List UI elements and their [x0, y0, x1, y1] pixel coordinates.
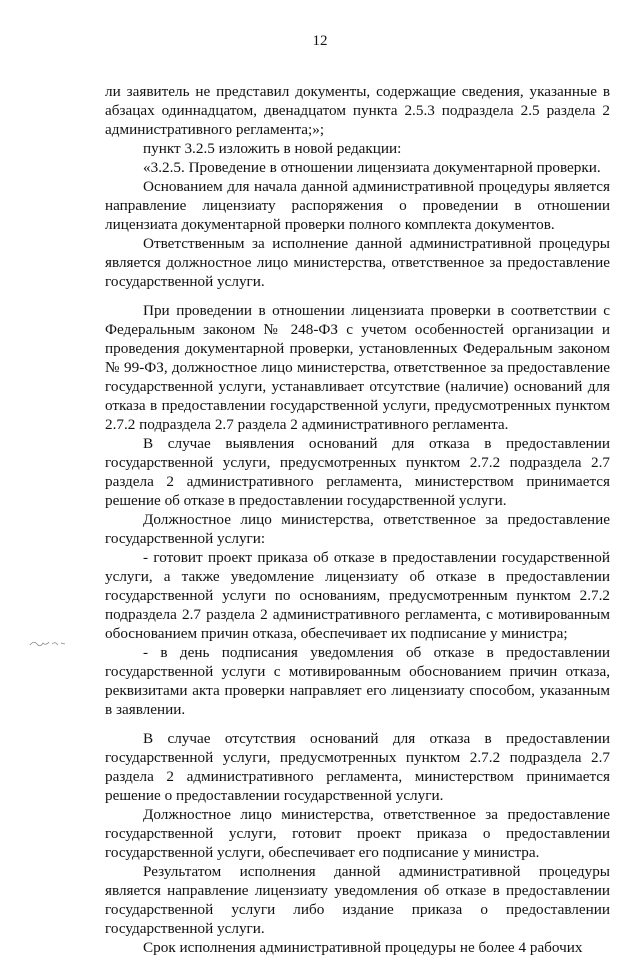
page-number: 12	[312, 33, 328, 49]
paragraph: Должностное лицо министерства, ответственное за предоставление государственной услуги, готовит проект приказа о предоставлении государственной услуги, обеспечивает его подписание у министра.	[105, 806, 610, 861]
paragraph: Результатом исполнения данной административной процедуры является направление лицензиату уведомления об отказе в предоставлении государственной услуги либо издание приказа о предоставлении государственной услуги.	[105, 863, 610, 937]
paragraph: В случае выявления оснований для отказа в предоставлении государственной услуги, предусмотренных пунктом 2.7.2 подраздела 2.7 раздела 2 административного регламента, министерством принимается решение об отказе в предоставлении государственной услуги.	[105, 435, 610, 509]
document-body	[105, 82, 610, 957]
paragraph: Должностное лицо министерства, ответственное за предоставление государственной услуги:	[105, 511, 610, 547]
paragraph: Ответственным за исполнение данной административной процедуры является должностное лицо министерства, ответственное за предоставление государственной услуги.	[105, 235, 610, 290]
paragraph: «3.2.5. Проведение в отношении лицензиата документарной проверки.	[143, 159, 601, 176]
margin-mark	[28, 636, 68, 650]
paragraph: Основанием для начала данной административной процедуры является направление лицензиату распоряжения о проведении в отношении лицензиата документарной проверки полного комплекта документов.	[105, 178, 610, 233]
paragraph: Срок исполнения административной процедуры не более 4 рабочих	[143, 939, 583, 956]
list-item: - готовит проект приказа об отказе в предоставлении государственной услуги, а также уведомление лицензиату об отказе в предоставлении государственной услуги по основаниям, предусмотренным пунктом 2.7.2 подраздела 2.7 раздела 2 административного регламента, с мотивированным обоснованием причин отказа, обеспечивает их подписание у министра;	[105, 549, 610, 642]
paragraph: пункт 3.2.5 изложить в новой редакции:	[143, 140, 402, 157]
paragraph: При проведении в отношении лицензиата проверки в соответствии с Федеральным законом № 248-ФЗ с учетом особенностей организации и проведения документарной проверки, установленных Федеральным законом № 99-ФЗ, должностное лицо министерства, ответственное за предоставление государственной услуги, устанавливает отсутствие (наличие) оснований для отказа в предоставлении государственной услуги, предусмотренных пунктом 2.7.2 подраздела 2.7 раздела 2 административного регламента.	[105, 302, 610, 433]
paragraph: ли заявитель не представил документы, содержащие сведения, указанные в абзацах одиннадцатом, двенадцатом пункта 2.5.3 подраздела 2.5 раздела 2 административного регламента;»;	[105, 83, 610, 138]
paragraph: В случае отсутствия оснований для отказа в предоставлении государственной услуги, предусмотренных пунктом 2.7.2 подраздела 2.7 раздела 2 административного регламента, министерством принимается решение о предоставлении государственной услуги.	[105, 730, 610, 804]
list-item: - в день подписания уведомления об отказе в предоставлении государственной услуги с мотивированным обоснованием причин отказа, реквизитами акта проверки направляет его лицензиату способом, указанным в заявлении.	[105, 644, 610, 718]
